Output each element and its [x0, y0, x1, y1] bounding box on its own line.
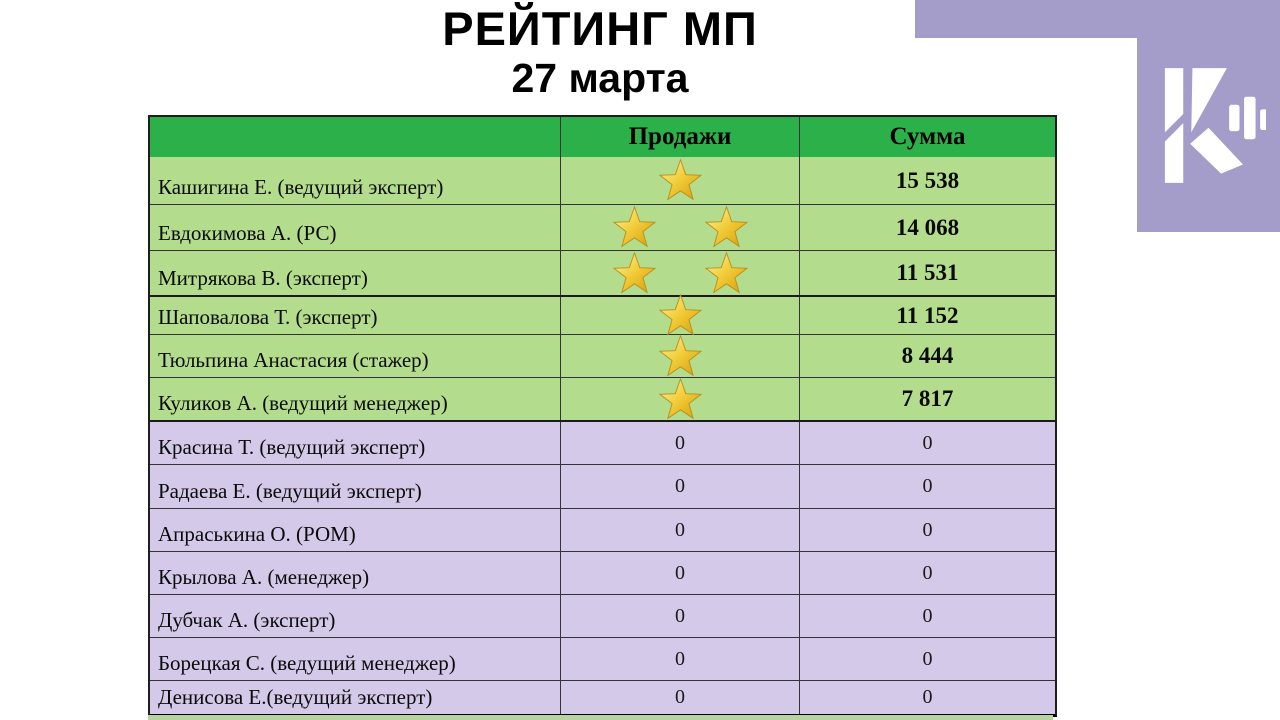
employee-name: Красина Т. (ведущий эксперт): [158, 435, 426, 459]
employee-name: Кашигина Е. (ведущий эксперт): [158, 175, 444, 199]
stars-rating: [657, 293, 704, 338]
stars-rating: [657, 334, 704, 379]
table-row: [150, 594, 1055, 637]
sum-cell: [799, 335, 1055, 377]
sales-value: 0: [675, 518, 685, 541]
star-icon: [657, 377, 704, 422]
table-row: [150, 420, 1055, 464]
page-title: [280, 2, 920, 101]
sum-value: 0: [922, 604, 933, 627]
title-line-2: 27 марта: [511, 55, 689, 101]
title-line-1: РЕЙТИНГ МП: [442, 2, 758, 55]
sales-value: 0: [675, 647, 685, 670]
sum-value: 0: [922, 561, 933, 584]
employee-name: Тюльпина Анастасия (стажер): [158, 348, 429, 372]
table-row: [150, 464, 1055, 508]
table-row: [150, 204, 1055, 250]
sales-cell: [560, 638, 799, 680]
sum-cell: [799, 157, 1055, 204]
header-sales-cell: Продажи: [560, 117, 799, 157]
table-row: [150, 377, 1055, 420]
employee-name: Крылова А. (менеджер): [158, 565, 370, 589]
table-row: [150, 157, 1055, 204]
sum-cell: [799, 638, 1055, 680]
sales-value: 0: [675, 431, 685, 454]
sales-value: 0: [675, 686, 685, 708]
sum-cell: [799, 465, 1055, 508]
star-icon: [703, 251, 750, 296]
k-plus-logo-icon: [1151, 52, 1266, 192]
table-row: [150, 334, 1055, 377]
sales-cell: [560, 297, 799, 334]
sales-cell: [560, 465, 799, 508]
employee-name: Митрякова В. (эксперт): [158, 266, 368, 290]
sales-cell: [560, 335, 799, 377]
sum-value: 0: [922, 431, 933, 454]
stars-rating: [611, 251, 750, 296]
rating-table: [148, 115, 1057, 717]
stars-rating: [657, 158, 704, 203]
sum-cell: [799, 552, 1055, 594]
sum-value: 0: [922, 647, 933, 670]
sum-cell: [799, 205, 1055, 250]
star-icon: [611, 251, 658, 296]
sum-value: 11 152: [896, 302, 959, 328]
table-body: [150, 157, 1055, 714]
sum-value: 8 444: [901, 343, 954, 368]
sales-cell: [560, 509, 799, 551]
sum-value: 0: [922, 475, 933, 497]
table-row: [150, 680, 1055, 714]
sum-cell: [799, 681, 1055, 714]
sum-value: 14 068: [895, 214, 960, 240]
employee-name: Апраськина О. (РОМ): [158, 522, 356, 546]
sales-cell: [560, 205, 799, 250]
table-row: [150, 250, 1055, 295]
sum-cell: [799, 251, 1055, 295]
table-row: [150, 295, 1055, 334]
sum-value: 15 538: [895, 167, 960, 193]
table-row: [150, 508, 1055, 551]
sales-cell: [560, 157, 799, 204]
table-row: [150, 551, 1055, 594]
sum-value: 0: [922, 686, 933, 708]
header-sum-cell: Сумма: [799, 117, 1055, 157]
sum-cell: [799, 422, 1055, 464]
star-icon: [657, 334, 704, 379]
sum-cell: [799, 297, 1055, 334]
sum-cell: [799, 509, 1055, 551]
header-name-cell: [150, 117, 560, 157]
sales-value: 0: [675, 604, 685, 627]
sales-cell: [560, 422, 799, 464]
sales-cell: [560, 595, 799, 637]
employee-name: Куликов А. (ведущий менеджер): [158, 391, 448, 415]
table-row: [150, 637, 1055, 680]
star-icon: [703, 205, 750, 250]
stars-rating: [657, 377, 704, 422]
employee-name: Борецкая С. (ведущий менеджер): [158, 651, 456, 675]
sum-value: 11 531: [896, 260, 959, 285]
sum-cell: [799, 595, 1055, 637]
sum-value: 0: [922, 518, 933, 541]
logo-box: [1137, 0, 1280, 232]
employee-name: Денисова Е.(ведущий эксперт): [158, 685, 433, 709]
sales-cell: [560, 681, 799, 714]
star-icon: [657, 158, 704, 203]
employee-name: Дубчак А. (эксперт): [158, 608, 336, 632]
sales-cell: [560, 552, 799, 594]
sum-value: 7 817: [901, 386, 954, 411]
stars-rating: [611, 205, 750, 250]
employee-name: Шаповалова Т. (эксперт): [158, 305, 378, 329]
sales-cell: [560, 251, 799, 295]
sales-value: 0: [675, 475, 685, 497]
star-icon: [611, 205, 658, 250]
table-header-row: [150, 117, 1055, 157]
cutoff-row-strip: [148, 715, 1053, 720]
sales-value: 0: [675, 561, 685, 584]
sum-cell: [799, 378, 1055, 420]
employee-name: Радаева Е. (ведущий эксперт): [158, 479, 422, 503]
employee-name: Евдокимова А. (РС): [158, 221, 337, 245]
sales-cell: [560, 378, 799, 420]
star-icon: [657, 293, 704, 338]
